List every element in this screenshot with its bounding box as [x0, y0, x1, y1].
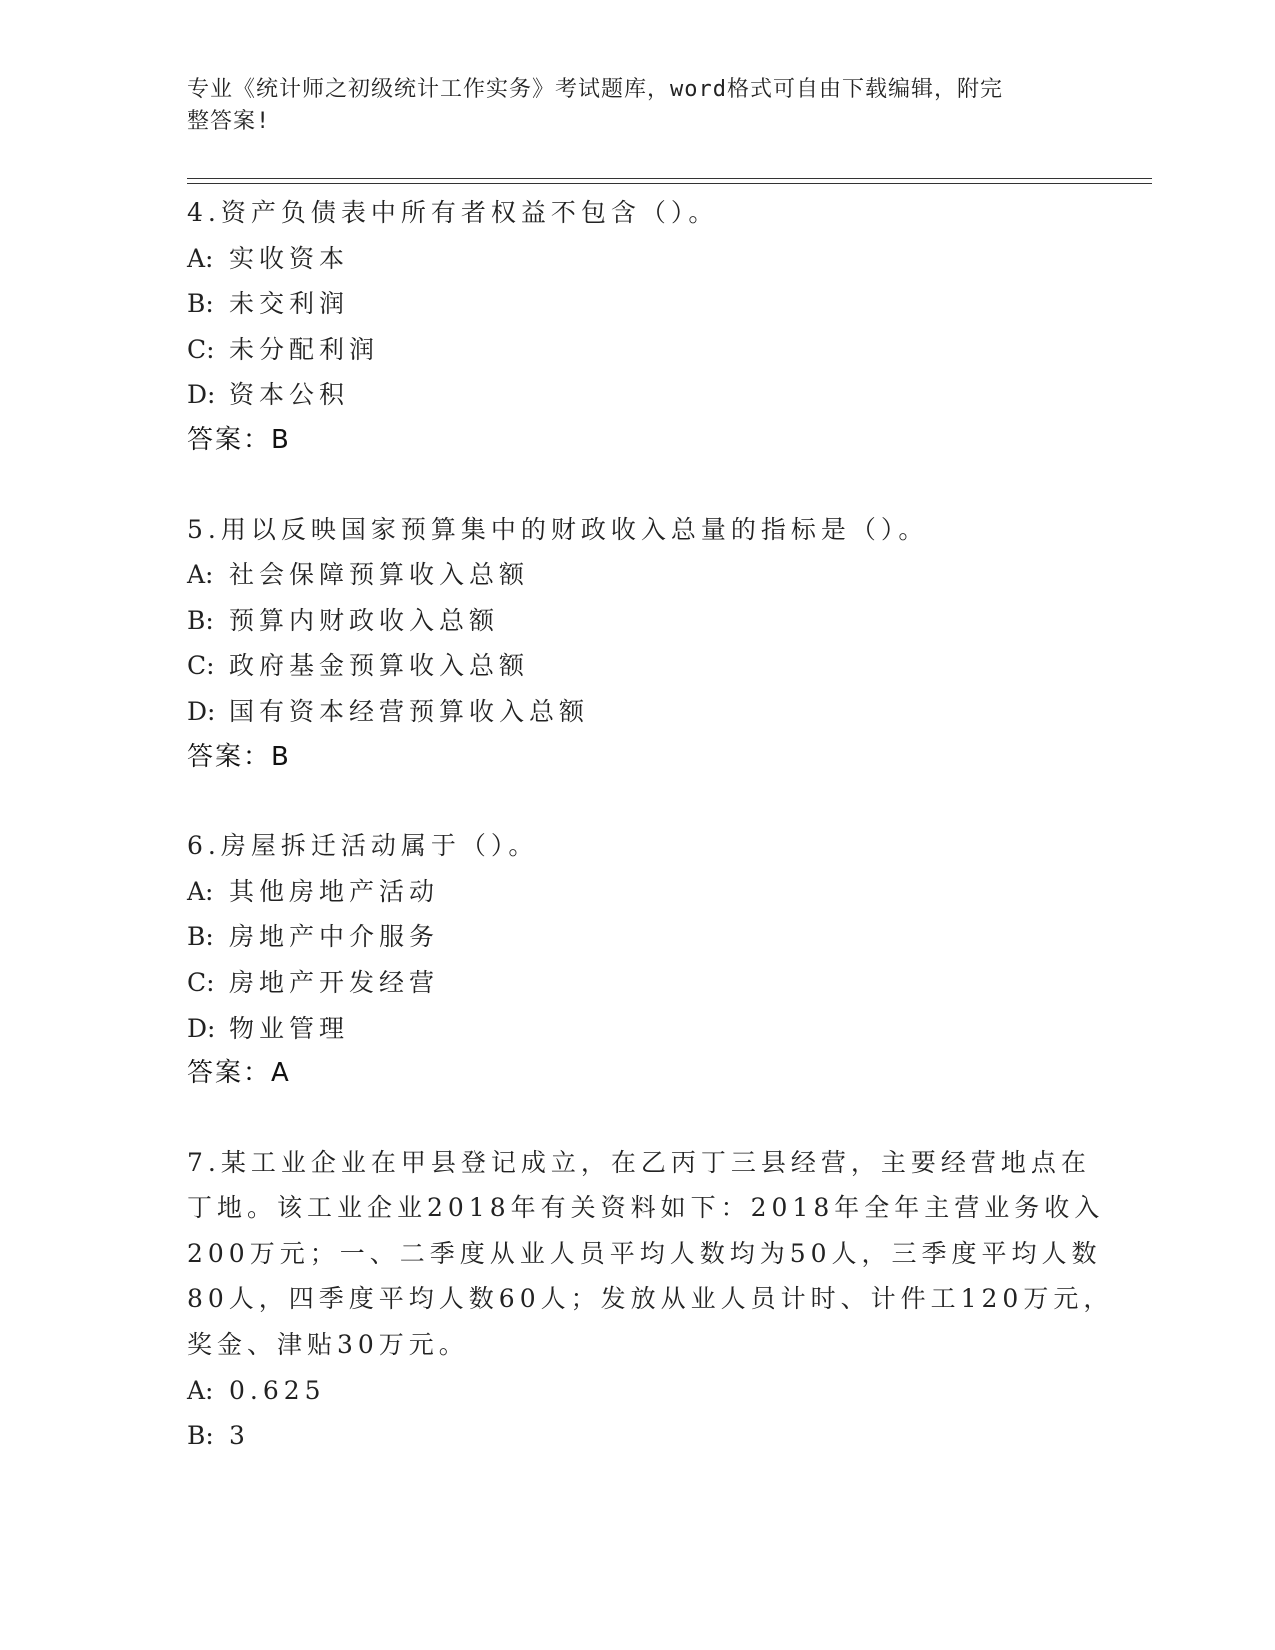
option-a	[187, 236, 1087, 282]
question-text: 某工业企业在甲县登记成立，在乙丙丁三县经营，主要经营地点在	[220, 1147, 1091, 1177]
question-stem	[187, 823, 1087, 869]
answer-label: 答案：	[187, 424, 272, 455]
option-text: 社会保障预算收入总额	[229, 560, 530, 590]
header-divider-top	[187, 178, 1152, 179]
header-line-2: 整答案!	[187, 109, 271, 134]
question-4	[187, 190, 1087, 464]
answer-label: 答案：	[187, 1058, 272, 1089]
option-a	[187, 1368, 1087, 1414]
question-stem-line: 丁地。该工业企业2018年有关资料如下：2018年全年主营业务收入	[187, 1193, 1105, 1223]
answer-label: 答案：	[187, 741, 272, 772]
option-d	[187, 1006, 1087, 1052]
header-line-1: 专业《统计师之初级统计工作实务》考试题库，word格式可自由下载编辑，附完	[187, 77, 1003, 102]
option-text: 政府基金预算收入总额	[229, 651, 530, 681]
question-6	[187, 823, 1087, 1097]
option-d	[187, 689, 1087, 735]
option-text: 物业管理	[229, 1013, 350, 1043]
question-stem	[187, 190, 1087, 236]
question-text: 资产负债表中所有者权益不包含（）。	[220, 198, 719, 227]
option-b	[187, 281, 1087, 327]
option-key: D:	[187, 696, 216, 726]
question-stem	[187, 507, 1087, 553]
question-text: 房屋拆迁活动属于（）。	[220, 831, 539, 861]
question-number: 7.	[187, 1147, 221, 1177]
option-text: 3	[229, 1421, 250, 1451]
question-5	[187, 507, 1087, 781]
question-7	[187, 1140, 1114, 1459]
option-a	[187, 552, 1087, 598]
option-key: C:	[187, 334, 215, 364]
answer-value: B	[271, 741, 289, 772]
option-a	[187, 869, 1087, 915]
question-stem-line: 80人，四季度平均人数60人；发放从业人员计时、计件工120万元，	[187, 1284, 1114, 1314]
option-text: 资本公积	[229, 380, 350, 410]
answer	[187, 735, 1087, 781]
answer	[187, 1051, 1087, 1097]
option-text: 0.625	[229, 1375, 326, 1405]
document-header	[187, 74, 1067, 138]
option-text: 实收资本	[229, 243, 350, 273]
option-b	[187, 1413, 1087, 1459]
answer-value: B	[271, 424, 289, 455]
option-key: A:	[187, 1375, 214, 1405]
question-number: 6.	[187, 831, 221, 861]
option-d	[187, 372, 1087, 418]
option-c	[187, 327, 1087, 373]
answer-value: A	[271, 1058, 289, 1089]
option-c	[187, 960, 1087, 1006]
option-text: 预算内财政收入总额	[229, 605, 500, 635]
option-key: C:	[187, 967, 215, 997]
option-text: 未分配利润	[229, 334, 380, 364]
header-divider-bottom	[187, 183, 1152, 184]
option-text: 国有资本经营预算收入总额	[229, 696, 590, 726]
option-key: B:	[187, 922, 214, 952]
option-c	[187, 643, 1087, 689]
option-key: A:	[187, 876, 214, 906]
question-number: 5.	[187, 514, 221, 544]
question-stem-line: 奖金、津贴30万元。	[187, 1330, 469, 1360]
question-stem-line	[187, 1140, 1091, 1186]
option-text: 未交利润	[229, 289, 350, 319]
option-b	[187, 598, 1087, 644]
answer	[187, 418, 1087, 464]
option-text: 房地产中介服务	[229, 922, 440, 952]
option-key: B:	[187, 605, 214, 635]
question-list	[187, 190, 1114, 1502]
option-key: B:	[187, 1421, 214, 1451]
question-text: 用以反映国家预算集中的财政收入总量的指标是（）。	[220, 514, 929, 544]
option-text: 其他房地产活动	[229, 876, 440, 906]
option-b	[187, 914, 1087, 960]
question-number: 4.	[187, 198, 221, 227]
question-stem-line: 200万元；一、二季度从业人员平均人数均为50人，三季度平均人数	[187, 1238, 1102, 1268]
option-key: A:	[187, 243, 214, 273]
option-key: A:	[187, 560, 214, 590]
option-key: D:	[187, 380, 216, 410]
option-key: C:	[187, 651, 215, 681]
option-key: B:	[187, 289, 214, 319]
option-key: D:	[187, 1013, 216, 1043]
option-text: 房地产开发经营	[229, 967, 440, 997]
